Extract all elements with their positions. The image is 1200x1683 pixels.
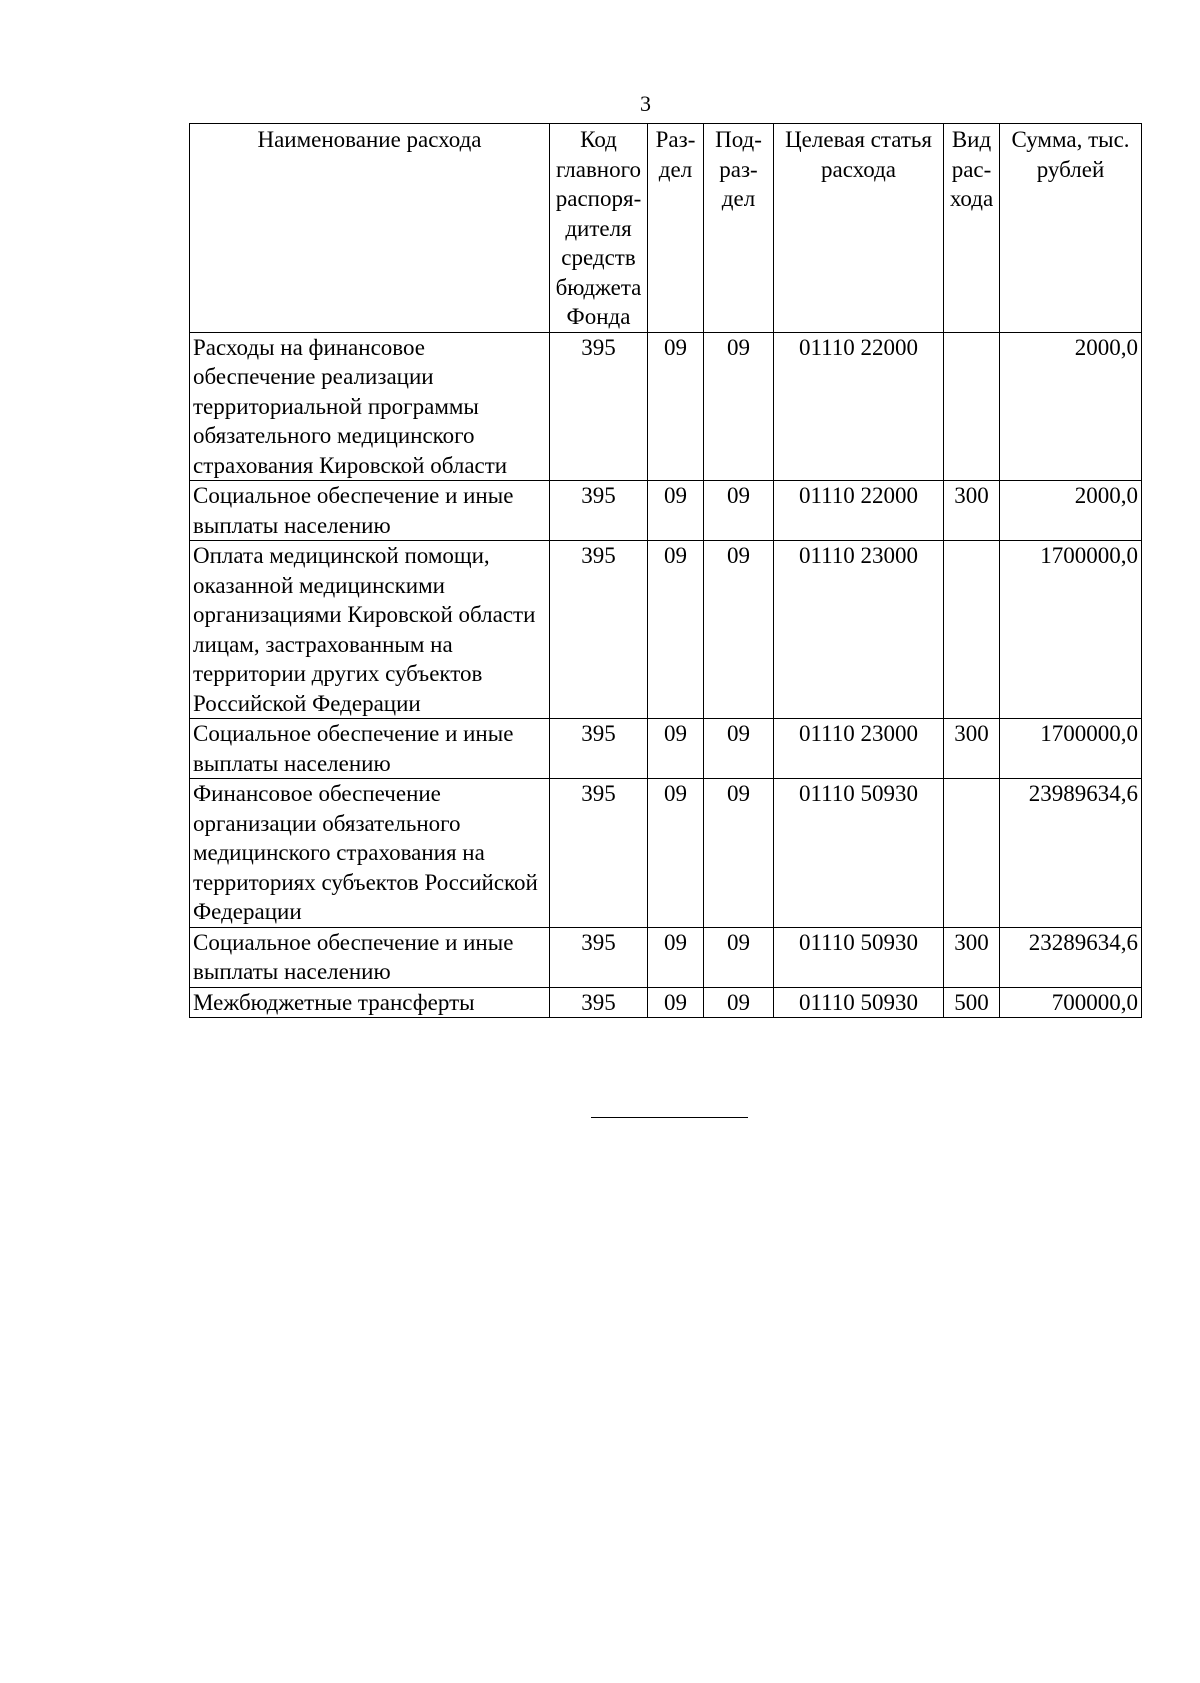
table-row (190, 987, 1142, 1018)
row-section: 09 (648, 779, 704, 928)
row-name: Социальное обеспечение и иные выплаты населению (190, 927, 550, 987)
row-target: 01110 23000 (774, 541, 944, 719)
row-section: 09 (648, 481, 704, 541)
row-admin-code: 395 (550, 541, 648, 719)
row-subsection: 09 (704, 481, 774, 541)
header-sum: Сумма, тыс. рублей (1000, 124, 1142, 333)
row-target: 01110 50930 (774, 987, 944, 1018)
row-section: 09 (648, 541, 704, 719)
row-subsection: 09 (704, 987, 774, 1018)
row-type: 300 (944, 719, 1000, 779)
header-target: Целевая статья расхода (774, 124, 944, 333)
row-section: 09 (648, 719, 704, 779)
row-subsection: 09 (704, 779, 774, 928)
row-subsection: 09 (704, 541, 774, 719)
row-name: Финансовое обеспечение организации обязательного медицинского страхования на территориях субъектов Российской Федерации (190, 779, 550, 928)
row-sum: 700000,0 (1000, 987, 1142, 1018)
row-sum: 1700000,0 (1000, 719, 1142, 779)
row-section: 09 (648, 332, 704, 481)
table-row (190, 332, 1142, 481)
header-admin-code: Код главного распоря-дителя средств бюджета Фонда (550, 124, 648, 333)
row-type (944, 779, 1000, 928)
row-type: 500 (944, 987, 1000, 1018)
row-target: 01110 22000 (774, 481, 944, 541)
row-target: 01110 23000 (774, 719, 944, 779)
row-name: Социальное обеспечение и иные выплаты населению (190, 719, 550, 779)
expense-table (189, 123, 1142, 1018)
table-header-row (190, 124, 1142, 333)
table-row (190, 719, 1142, 779)
row-sum: 23289634,6 (1000, 927, 1142, 987)
row-name: Расходы на финансовое обеспечение реализации территориальной программы обязательного медицинского страхования Кировской области (190, 332, 550, 481)
row-admin-code: 395 (550, 481, 648, 541)
row-type (944, 541, 1000, 719)
row-sum: 2000,0 (1000, 481, 1142, 541)
row-subsection: 09 (704, 927, 774, 987)
page-number: 3 (640, 91, 651, 116)
row-name: Социальное обеспечение и иные выплаты населению (190, 481, 550, 541)
row-target: 01110 50930 (774, 779, 944, 928)
row-name: Оплата медицинской помощи, оказанной медицинскими организациями Кировской области лицам, застрахованным на территории других субъектов Российской Федерации (190, 541, 550, 719)
header-subsection: Под-раз-дел (704, 124, 774, 333)
row-admin-code: 395 (550, 987, 648, 1018)
table-row (190, 481, 1142, 541)
row-section: 09 (648, 987, 704, 1018)
header-name: Наименование расхода (190, 124, 550, 333)
closing-divider (591, 1117, 748, 1118)
row-sum: 2000,0 (1000, 332, 1142, 481)
row-type: 300 (944, 927, 1000, 987)
row-target: 01110 50930 (774, 927, 944, 987)
row-admin-code: 395 (550, 719, 648, 779)
row-admin-code: 395 (550, 332, 648, 481)
row-subsection: 09 (704, 332, 774, 481)
row-section: 09 (648, 927, 704, 987)
header-section: Раз-дел (648, 124, 704, 333)
row-name: Межбюджетные трансферты (190, 987, 550, 1018)
row-subsection: 09 (704, 719, 774, 779)
row-target: 01110 22000 (774, 332, 944, 481)
row-sum: 1700000,0 (1000, 541, 1142, 719)
table-row (190, 927, 1142, 987)
header-type: Вид рас-хода (944, 124, 1000, 333)
row-type: 300 (944, 481, 1000, 541)
table-row (190, 541, 1142, 719)
row-admin-code: 395 (550, 779, 648, 928)
table-row (190, 779, 1142, 928)
row-type (944, 332, 1000, 481)
row-sum: 23989634,6 (1000, 779, 1142, 928)
row-admin-code: 395 (550, 927, 648, 987)
